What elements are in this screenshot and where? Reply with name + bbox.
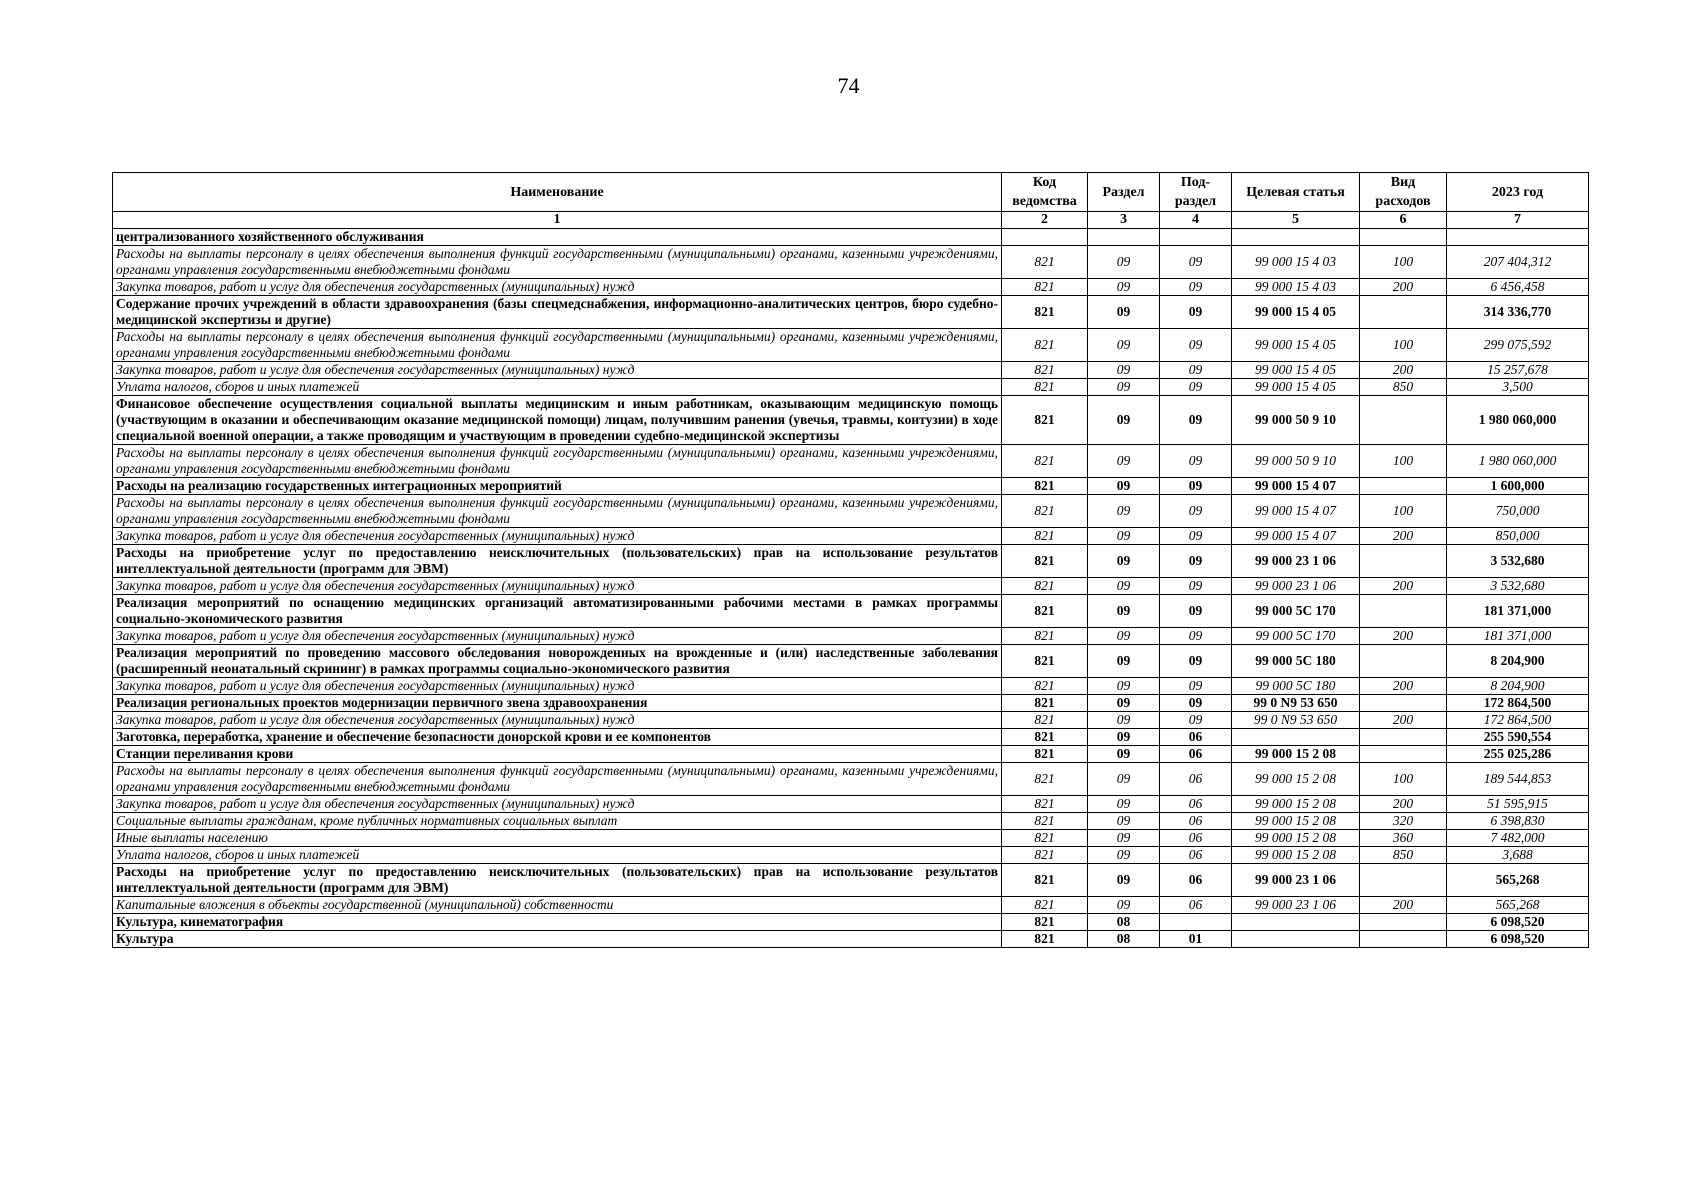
row-celevaya-cell: 99 000 15 4 07 [1232, 495, 1360, 528]
column-index: 5 [1232, 212, 1360, 229]
row-name-cell: Закупка товаров, работ и услуг для обеспечения государственных (муниципальных) нужд [113, 628, 1002, 645]
row-name-cell: Расходы на приобретение услуг по предоставлению неисключительных (пользовательских) прав на использование результатов интеллектуальной деятельности (программ для ЭВМ) [113, 864, 1002, 897]
row-podrazdel-cell: 09 [1160, 246, 1232, 279]
row-kod-cell: 821 [1002, 246, 1088, 279]
row-razdel-cell: 09 [1088, 329, 1160, 362]
row-podrazdel-cell: 06 [1160, 813, 1232, 830]
table-row [113, 712, 1589, 729]
row-kod-cell: 821 [1002, 595, 1088, 628]
row-celevaya-cell: 99 000 5C 170 [1232, 628, 1360, 645]
row-podrazdel-cell: 09 [1160, 678, 1232, 695]
row-kod-cell: 821 [1002, 914, 1088, 931]
row-celevaya-cell: 99 000 15 4 03 [1232, 279, 1360, 296]
row-vid-cell [1360, 478, 1447, 495]
row-razdel-cell: 09 [1088, 763, 1160, 796]
table-row [113, 578, 1589, 595]
row-vid-cell [1360, 914, 1447, 931]
row-razdel-cell: 09 [1088, 362, 1160, 379]
row-kod-cell: 821 [1002, 678, 1088, 695]
column-index: 3 [1088, 212, 1160, 229]
budget-table [112, 172, 1589, 948]
row-celevaya-cell: 99 000 5C 180 [1232, 645, 1360, 678]
row-podrazdel-cell: 09 [1160, 279, 1232, 296]
row-name-cell: Закупка товаров, работ и услуг для обеспечения государственных (муниципальных) нужд [113, 578, 1002, 595]
row-razdel-cell: 09 [1088, 645, 1160, 678]
row-name-cell: Расходы на выплаты персоналу в целях обеспечения выполнения функций государственными (муниципальными) органами, казенными учреждениями, органами управления государственными внебюджетными фондами [113, 763, 1002, 796]
row-kod-cell: 821 [1002, 379, 1088, 396]
row-razdel-cell: 09 [1088, 545, 1160, 578]
row-podrazdel-cell: 09 [1160, 478, 1232, 495]
row-vid-cell: 200 [1360, 362, 1447, 379]
header-podrazdel: Под- раздел [1160, 173, 1232, 212]
row-podrazdel-cell: 09 [1160, 545, 1232, 578]
header-razdel: Раздел [1088, 173, 1160, 212]
table-row [113, 445, 1589, 478]
row-name-cell: Уплата налогов, сборов и иных платежей [113, 379, 1002, 396]
row-amount-cell: 172 864,500 [1447, 712, 1589, 729]
row-kod-cell: 821 [1002, 931, 1088, 948]
row-celevaya-cell: 99 000 15 4 05 [1232, 329, 1360, 362]
row-vid-cell [1360, 645, 1447, 678]
row-celevaya-cell: 99 000 15 2 08 [1232, 830, 1360, 847]
header-celevaya: Целевая статья [1232, 173, 1360, 212]
row-podrazdel-cell: 06 [1160, 830, 1232, 847]
row-amount-cell: 565,268 [1447, 864, 1589, 897]
row-kod-cell: 821 [1002, 746, 1088, 763]
row-podrazdel-cell: 09 [1160, 695, 1232, 712]
table-row [113, 796, 1589, 813]
column-index: 1 [113, 212, 1002, 229]
table-row [113, 695, 1589, 712]
row-razdel-cell: 09 [1088, 396, 1160, 445]
column-index: 2 [1002, 212, 1088, 229]
row-amount-cell: 172 864,500 [1447, 695, 1589, 712]
row-celevaya-cell: 99 000 50 9 10 [1232, 396, 1360, 445]
row-razdel-cell: 09 [1088, 528, 1160, 545]
row-name-cell: Закупка товаров, работ и услуг для обеспечения государственных (муниципальных) нужд [113, 362, 1002, 379]
row-podrazdel-cell: 09 [1160, 595, 1232, 628]
row-amount-cell: 6 456,458 [1447, 279, 1589, 296]
table-row [113, 528, 1589, 545]
row-amount-cell: 3,688 [1447, 847, 1589, 864]
row-vid-cell: 360 [1360, 830, 1447, 847]
row-amount-cell: 8 204,900 [1447, 678, 1589, 695]
row-podrazdel-cell: 06 [1160, 864, 1232, 897]
row-amount-cell: 7 482,000 [1447, 830, 1589, 847]
row-celevaya-cell: 99 000 15 2 08 [1232, 763, 1360, 796]
row-name-cell: Реализация мероприятий по проведению массового обследования новорожденных на врожденные и (или) наследственные заболевания (расширенный неонатальный скрининг) в рамках программы социально-экономического развития [113, 645, 1002, 678]
row-celevaya-cell: 99 000 15 2 08 [1232, 746, 1360, 763]
row-kod-cell: 821 [1002, 729, 1088, 746]
row-vid-cell [1360, 229, 1447, 246]
row-celevaya-cell: 99 000 5C 180 [1232, 678, 1360, 695]
table-row [113, 362, 1589, 379]
row-vid-cell [1360, 695, 1447, 712]
column-index-row [113, 212, 1589, 229]
row-razdel-cell: 09 [1088, 712, 1160, 729]
row-kod-cell: 821 [1002, 712, 1088, 729]
row-amount-cell: 750,000 [1447, 495, 1589, 528]
row-amount-cell: 1 980 060,000 [1447, 445, 1589, 478]
row-celevaya-cell: 99 000 23 1 06 [1232, 545, 1360, 578]
row-name-cell: Закупка товаров, работ и услуг для обеспечения государственных (муниципальных) нужд [113, 796, 1002, 813]
row-podrazdel-cell: 06 [1160, 729, 1232, 746]
row-amount-cell: 1 980 060,000 [1447, 396, 1589, 445]
table-header-row [113, 173, 1589, 212]
row-amount-cell: 8 204,900 [1447, 645, 1589, 678]
row-razdel-cell: 09 [1088, 813, 1160, 830]
row-amount-cell: 181 371,000 [1447, 628, 1589, 645]
row-podrazdel-cell: 06 [1160, 847, 1232, 864]
row-razdel-cell: 09 [1088, 897, 1160, 914]
row-name-cell: Закупка товаров, работ и услуг для обеспечения государственных (муниципальных) нужд [113, 279, 1002, 296]
row-razdel-cell: 09 [1088, 595, 1160, 628]
row-vid-cell [1360, 729, 1447, 746]
table-row [113, 279, 1589, 296]
row-amount-cell: 3 532,680 [1447, 578, 1589, 595]
row-celevaya-cell: 99 0 N9 53 650 [1232, 712, 1360, 729]
row-amount-cell: 565,268 [1447, 897, 1589, 914]
row-vid-cell: 850 [1360, 847, 1447, 864]
table-row [113, 645, 1589, 678]
row-name-cell: Расходы на приобретение услуг по предоставлению неисключительных (пользовательских) прав на использование результатов интеллектуальной деятельности (программ для ЭВМ) [113, 545, 1002, 578]
row-vid-cell [1360, 931, 1447, 948]
row-name-cell: Культура [113, 931, 1002, 948]
table-row [113, 478, 1589, 495]
header-year: 2023 год [1447, 173, 1589, 212]
table-row [113, 379, 1589, 396]
row-podrazdel-cell: 09 [1160, 379, 1232, 396]
row-vid-cell: 320 [1360, 813, 1447, 830]
row-celevaya-cell: 99 000 15 4 05 [1232, 362, 1360, 379]
row-amount-cell: 299 075,592 [1447, 329, 1589, 362]
row-razdel-cell: 09 [1088, 445, 1160, 478]
row-kod-cell: 821 [1002, 695, 1088, 712]
row-podrazdel-cell: 09 [1160, 362, 1232, 379]
row-amount-cell: 3 532,680 [1447, 545, 1589, 578]
row-kod-cell: 821 [1002, 864, 1088, 897]
table-row [113, 897, 1589, 914]
row-kod-cell: 821 [1002, 362, 1088, 379]
table-row [113, 229, 1589, 246]
header-vid: Вид расходов [1360, 173, 1447, 212]
row-podrazdel-cell: 09 [1160, 296, 1232, 329]
header-name: Наименование [113, 173, 1002, 212]
table-row [113, 595, 1589, 628]
row-podrazdel-cell: 09 [1160, 396, 1232, 445]
row-name-cell: Расходы на выплаты персоналу в целях обеспечения выполнения функций государственными (муниципальными) органами, казенными учреждениями, органами управления государственными внебюджетными фондами [113, 495, 1002, 528]
row-amount-cell: 6 098,520 [1447, 914, 1589, 931]
row-celevaya-cell: 99 000 50 9 10 [1232, 445, 1360, 478]
page-number: 74 [837, 73, 860, 98]
row-podrazdel-cell: 09 [1160, 528, 1232, 545]
row-vid-cell: 200 [1360, 528, 1447, 545]
row-podrazdel-cell [1160, 914, 1232, 931]
row-podrazdel-cell: 09 [1160, 445, 1232, 478]
table-body [113, 229, 1589, 948]
row-kod-cell: 821 [1002, 628, 1088, 645]
table-row [113, 296, 1589, 329]
row-kod-cell: 821 [1002, 445, 1088, 478]
row-amount-cell: 1 600,000 [1447, 478, 1589, 495]
row-razdel-cell: 09 [1088, 695, 1160, 712]
column-index: 7 [1447, 212, 1589, 229]
row-kod-cell: 821 [1002, 813, 1088, 830]
row-amount-cell: 255 590,554 [1447, 729, 1589, 746]
row-razdel-cell: 09 [1088, 578, 1160, 595]
table-row [113, 830, 1589, 847]
row-amount-cell: 189 544,853 [1447, 763, 1589, 796]
row-name-cell: централизованного хозяйственного обслуживания [113, 229, 1002, 246]
table-row [113, 914, 1589, 931]
row-celevaya-cell: 99 0 N9 53 650 [1232, 695, 1360, 712]
row-celevaya-cell: 99 000 15 4 05 [1232, 296, 1360, 329]
row-vid-cell: 100 [1360, 329, 1447, 362]
row-amount-cell: 51 595,915 [1447, 796, 1589, 813]
row-razdel-cell [1088, 229, 1160, 246]
row-kod-cell: 821 [1002, 495, 1088, 528]
row-name-cell: Закупка товаров, работ и услуг для обеспечения государственных (муниципальных) нужд [113, 528, 1002, 545]
row-celevaya-cell: 99 000 5C 170 [1232, 595, 1360, 628]
row-celevaya-cell: 99 000 15 4 03 [1232, 246, 1360, 279]
row-podrazdel-cell [1160, 229, 1232, 246]
row-name-cell: Финансовое обеспечение осуществления социальной выплаты медицинским и иным работникам, оказывающим медицинскую помощь (участвующим в оказании и обеспечивающим оказание медицинской помощи) лицам, получившим ранения (увечья, травмы, контузии) в ходе специальной военной операции, а также проводящим и участвующим в проведении судебно-медицинской экспертизы [113, 396, 1002, 445]
row-kod-cell: 821 [1002, 279, 1088, 296]
row-celevaya-cell: 99 000 15 4 07 [1232, 478, 1360, 495]
row-celevaya-cell: 99 000 23 1 06 [1232, 864, 1360, 897]
row-name-cell: Расходы на выплаты персоналу в целях обеспечения выполнения функций государственными (муниципальными) органами, казенными учреждениями, органами управления государственными внебюджетными фондами [113, 445, 1002, 478]
row-celevaya-cell: 99 000 15 4 05 [1232, 379, 1360, 396]
row-vid-cell: 100 [1360, 246, 1447, 279]
row-amount-cell: 6 398,830 [1447, 813, 1589, 830]
row-kod-cell: 821 [1002, 296, 1088, 329]
row-celevaya-cell [1232, 931, 1360, 948]
row-vid-cell [1360, 864, 1447, 897]
row-name-cell: Станции переливания крови [113, 746, 1002, 763]
row-podrazdel-cell: 06 [1160, 763, 1232, 796]
row-razdel-cell: 09 [1088, 796, 1160, 813]
row-razdel-cell: 09 [1088, 847, 1160, 864]
row-razdel-cell: 09 [1088, 495, 1160, 528]
table-row [113, 495, 1589, 528]
row-razdel-cell: 09 [1088, 296, 1160, 329]
row-podrazdel-cell: 09 [1160, 628, 1232, 645]
table-row [113, 678, 1589, 695]
row-podrazdel-cell: 01 [1160, 931, 1232, 948]
row-name-cell: Расходы на выплаты персоналу в целях обеспечения выполнения функций государственными (муниципальными) органами, казенными учреждениями, органами управления государственными внебюджетными фондами [113, 329, 1002, 362]
row-razdel-cell: 09 [1088, 830, 1160, 847]
row-razdel-cell: 08 [1088, 914, 1160, 931]
row-amount-cell: 3,500 [1447, 379, 1589, 396]
row-amount-cell: 6 098,520 [1447, 931, 1589, 948]
row-kod-cell: 821 [1002, 897, 1088, 914]
row-name-cell: Иные выплаты населению [113, 830, 1002, 847]
column-index: 4 [1160, 212, 1232, 229]
table-row [113, 931, 1589, 948]
table-row [113, 329, 1589, 362]
row-name-cell: Реализация мероприятий по оснащению медицинских организаций автоматизированными рабочими местами в рамках программы социально-экономического развития [113, 595, 1002, 628]
row-razdel-cell: 09 [1088, 729, 1160, 746]
row-vid-cell: 200 [1360, 678, 1447, 695]
row-podrazdel-cell: 09 [1160, 495, 1232, 528]
row-vid-cell [1360, 396, 1447, 445]
row-celevaya-cell: 99 000 23 1 06 [1232, 897, 1360, 914]
row-amount-cell [1447, 229, 1589, 246]
table-row [113, 813, 1589, 830]
budget-table-container [112, 172, 1588, 948]
row-name-cell: Расходы на выплаты персоналу в целях обеспечения выполнения функций государственными (муниципальными) органами, казенными учреждениями, органами управления государственными внебюджетными фондами [113, 246, 1002, 279]
row-name-cell: Культура, кинематография [113, 914, 1002, 931]
row-name-cell: Капитальные вложения в объекты государственной (муниципальной) собственности [113, 897, 1002, 914]
row-name-cell: Уплата налогов, сборов и иных платежей [113, 847, 1002, 864]
row-vid-cell: 200 [1360, 796, 1447, 813]
row-vid-cell: 100 [1360, 445, 1447, 478]
row-razdel-cell: 09 [1088, 678, 1160, 695]
header-kod: Код ведомства [1002, 173, 1088, 212]
row-razdel-cell: 09 [1088, 628, 1160, 645]
row-kod-cell: 821 [1002, 763, 1088, 796]
row-razdel-cell: 09 [1088, 746, 1160, 763]
table-row [113, 746, 1589, 763]
row-name-cell: Закупка товаров, работ и услуг для обеспечения государственных (муниципальных) нужд [113, 678, 1002, 695]
row-amount-cell: 255 025,286 [1447, 746, 1589, 763]
row-kod-cell: 821 [1002, 545, 1088, 578]
row-name-cell: Закупка товаров, работ и услуг для обеспечения государственных (муниципальных) нужд [113, 712, 1002, 729]
row-kod-cell: 821 [1002, 329, 1088, 362]
table-row [113, 628, 1589, 645]
row-celevaya-cell: 99 000 15 2 08 [1232, 796, 1360, 813]
row-celevaya-cell: 99 000 15 4 07 [1232, 528, 1360, 545]
row-vid-cell [1360, 545, 1447, 578]
row-kod-cell: 821 [1002, 528, 1088, 545]
row-podrazdel-cell: 09 [1160, 712, 1232, 729]
row-vid-cell: 200 [1360, 628, 1447, 645]
row-name-cell: Реализация региональных проектов модернизации первичного звена здравоохранения [113, 695, 1002, 712]
table-row [113, 396, 1589, 445]
row-podrazdel-cell: 09 [1160, 645, 1232, 678]
row-amount-cell: 207 404,312 [1447, 246, 1589, 279]
row-vid-cell [1360, 296, 1447, 329]
row-kod-cell: 821 [1002, 645, 1088, 678]
row-name-cell: Расходы на реализацию государственных интеграционных мероприятий [113, 478, 1002, 495]
row-kod-cell: 821 [1002, 847, 1088, 864]
row-razdel-cell: 09 [1088, 279, 1160, 296]
row-celevaya-cell: 99 000 23 1 06 [1232, 578, 1360, 595]
row-vid-cell: 100 [1360, 495, 1447, 528]
row-podrazdel-cell: 06 [1160, 796, 1232, 813]
row-amount-cell: 181 371,000 [1447, 595, 1589, 628]
table-row [113, 729, 1589, 746]
row-vid-cell: 200 [1360, 897, 1447, 914]
row-amount-cell: 314 336,770 [1447, 296, 1589, 329]
row-kod-cell [1002, 229, 1088, 246]
row-amount-cell: 850,000 [1447, 528, 1589, 545]
row-kod-cell: 821 [1002, 830, 1088, 847]
row-razdel-cell: 09 [1088, 478, 1160, 495]
row-podrazdel-cell: 09 [1160, 578, 1232, 595]
row-razdel-cell: 08 [1088, 931, 1160, 948]
row-celevaya-cell [1232, 729, 1360, 746]
row-kod-cell: 821 [1002, 796, 1088, 813]
row-kod-cell: 821 [1002, 578, 1088, 595]
row-celevaya-cell: 99 000 15 2 08 [1232, 813, 1360, 830]
row-razdel-cell: 09 [1088, 246, 1160, 279]
row-kod-cell: 821 [1002, 478, 1088, 495]
row-celevaya-cell [1232, 229, 1360, 246]
row-celevaya-cell [1232, 914, 1360, 931]
table-row [113, 246, 1589, 279]
row-name-cell: Социальные выплаты гражданам, кроме публичных нормативных социальных выплат [113, 813, 1002, 830]
row-podrazdel-cell: 06 [1160, 897, 1232, 914]
row-razdel-cell: 09 [1088, 379, 1160, 396]
row-vid-cell: 200 [1360, 712, 1447, 729]
row-vid-cell [1360, 595, 1447, 628]
row-podrazdel-cell: 09 [1160, 329, 1232, 362]
row-name-cell: Заготовка, переработка, хранение и обеспечение безопасности донорской крови и ее компонентов [113, 729, 1002, 746]
row-vid-cell: 200 [1360, 578, 1447, 595]
table-row [113, 847, 1589, 864]
row-vid-cell: 100 [1360, 763, 1447, 796]
row-razdel-cell: 09 [1088, 864, 1160, 897]
row-vid-cell: 850 [1360, 379, 1447, 396]
row-amount-cell: 15 257,678 [1447, 362, 1589, 379]
row-vid-cell: 200 [1360, 279, 1447, 296]
row-kod-cell: 821 [1002, 396, 1088, 445]
column-index: 6 [1360, 212, 1447, 229]
table-row [113, 864, 1589, 897]
table-row [113, 545, 1589, 578]
row-podrazdel-cell: 06 [1160, 746, 1232, 763]
row-name-cell: Содержание прочих учреждений в области здравоохранения (базы спецмедснабжения, информационно-аналитических центров, бюро судебно-медицинской экспертизы и другие) [113, 296, 1002, 329]
table-row [113, 763, 1589, 796]
row-vid-cell [1360, 746, 1447, 763]
row-celevaya-cell: 99 000 15 2 08 [1232, 847, 1360, 864]
